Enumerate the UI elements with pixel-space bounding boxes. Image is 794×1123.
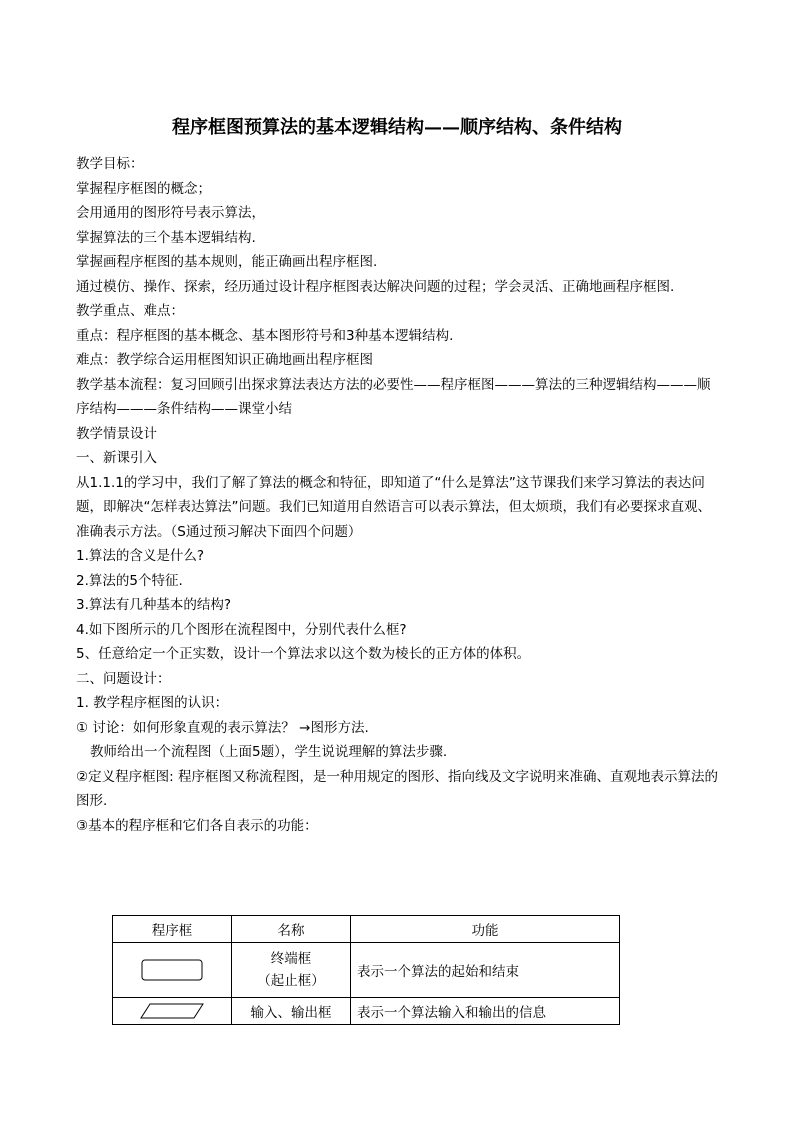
paragraph: 教学基本流程：复习回顾引出探求算法表达方法的必要性——程序框图———算法的三种逻辑结构———顺序结构———条件结构——课堂小结 (76, 376, 711, 417)
question-item: 4.如下图所示的几个图形在流程图中，分别代表什么框? (76, 621, 407, 638)
table-header-cell: 功能 (351, 916, 620, 943)
paragraph: 掌握程序框图的概念； (76, 180, 211, 197)
table-row (113, 943, 620, 998)
document-title: 程序框图预算法的基本逻辑结构——顺序结构、条件结构 (172, 117, 622, 138)
table-cell-shape (113, 998, 232, 1025)
table-cell-name: 输入、输出框 (232, 998, 351, 1025)
table-header-row (113, 916, 620, 943)
table-cell-function: 表示一个算法的起始和结束 (351, 943, 620, 998)
rounded-rectangle-icon (141, 959, 203, 981)
paragraph: 重点：程序框图的基本概念、基本图形符号和3种基本逻辑结构. (76, 327, 454, 344)
table-row (113, 998, 620, 1025)
paragraph: 教学目标： (76, 156, 144, 172)
paragraph: 教学情景设计 (76, 425, 157, 442)
question-item: 5、任意给定一个正实数，设计一个算法求以这个数为棱长的正方体的体积。 (76, 646, 531, 662)
paragraph: 掌握画程序框图的基本规则，能正确画出程序框图. (76, 254, 378, 270)
frame-name-note: （起止框） (257, 973, 325, 989)
paragraph: 会用通用的图形符号表示算法， (76, 205, 265, 221)
paragraph: ②定义程序框图: 程序框图又称流程图，是一种用规定的图形、指向线及文字说明来准确、直观地表示算法的图形. (76, 768, 718, 809)
table-cell-function: 表示一个算法输入和输出的信息 (351, 998, 620, 1025)
paragraph: 教师给出一个流程图（上面5题），学生说说理解的算法步骤. (90, 744, 448, 760)
paragraph: 教学重点、难点： (76, 303, 184, 319)
question-item: 2.算法的5个特征. (76, 572, 183, 589)
paragraph: 通过模仿、操作、探索，经历通过设计程序框图表达解决问题的过程；学会灵活、正确地画程序框图. (76, 278, 675, 295)
section-heading: 二、问题设计： (76, 670, 171, 687)
question-item: 1.算法的含义是什么? (76, 548, 205, 564)
paragraph: 难点：教学综合运用框图知识正确地画出程序框图 (76, 352, 373, 368)
table-cell-name (232, 943, 351, 998)
table-cell-shape (113, 943, 232, 998)
document-body (76, 152, 722, 838)
paragraph: 从1.1.1的学习中，我们了解了算法的概念和特征，即知道了“什么是算法”这节课我们来学习算法的表达问题，即解决“怎样表达算法”问题。我们已知道用自然语言可以表示算法，但太烦琐，我们有必要探求直观、准确表示方法。（S通过预习解决下面四个问题） (76, 474, 711, 540)
section-heading: 一、新课引入 (76, 450, 157, 466)
paragraph: ③基本的程序框和它们各自表示的功能： (76, 817, 318, 834)
paragraph: ① 讨论：如何形象直观的表示算法？ →图形方法. (76, 719, 369, 736)
question-item: 3.算法有几种基本的结构? (76, 597, 232, 613)
paragraph: 掌握算法的三个基本逻辑结构. (76, 229, 256, 246)
program-frame-table (112, 915, 620, 1025)
paragraph: 1. 教学程序框图的认识： (76, 695, 229, 711)
parallelogram-icon (140, 1003, 204, 1019)
table-header-cell: 名称 (232, 916, 351, 943)
frame-name: 终端框 (270, 951, 312, 967)
table-header-cell: 程序框 (113, 916, 232, 943)
